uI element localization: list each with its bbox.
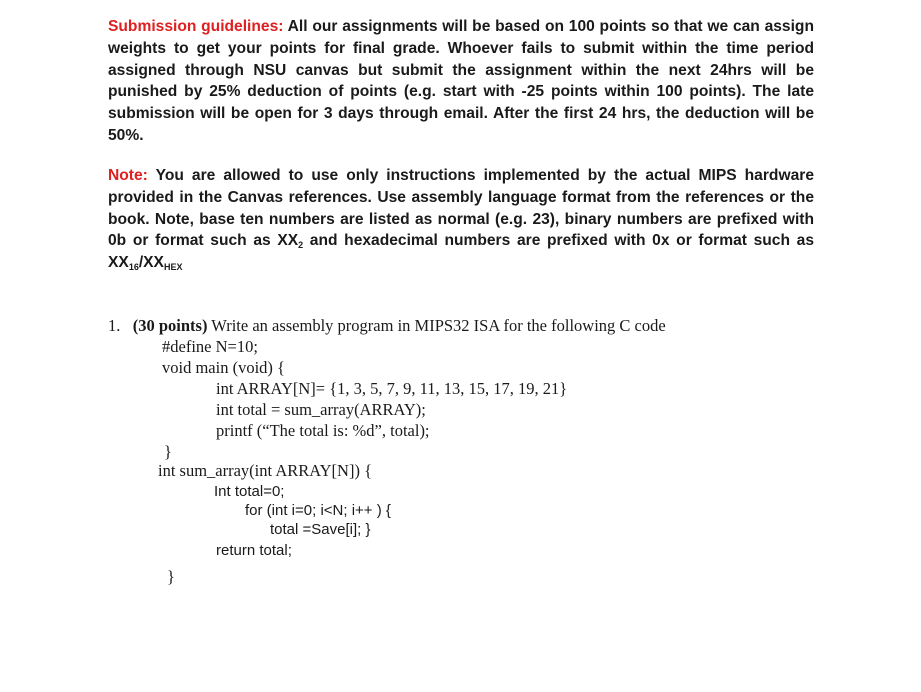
code-define: #define N=10; [162, 337, 258, 356]
code-function-signature: int sum_array(int ARRAY[N]) { [158, 461, 373, 480]
guidelines-label: Submission guidelines: [108, 18, 284, 35]
note-text-continued: and hexadecimal numbers are prefixed with 0x or format such as XX [108, 232, 814, 272]
note-text: You are allowed to use only instructions implemented by the actual MIPS hardware provided in the Canvas references. Use assembly language format from the references or the book. Note, base ten numbers are listed as normal (e.g. 23), binary numbers are prefixed with 0b or format such as XX [108, 167, 814, 250]
binary-subscript: 2 [298, 240, 304, 251]
code-printf: printf (“The total is: %d”, total); [216, 421, 430, 440]
question-prompt: Write an assembly program in MIPS32 ISA for the following C code [207, 316, 666, 335]
code-main-signature: void main (void) { [162, 358, 285, 377]
note-label: Note: [108, 167, 148, 184]
hex-subscript-hex: HEX [163, 262, 183, 273]
code-for-loop: for (int i=0; i<N; i++ ) { [245, 502, 391, 519]
question-number: 1. [108, 316, 121, 335]
code-function-close: } [167, 567, 175, 586]
code-return: return total; [216, 542, 292, 559]
code-array-declaration: int ARRAY[N]= {1, 3, 5, 7, 9, 11, 13, 15, 17, 19, 21} [216, 379, 568, 398]
question-points: (30 points) [132, 316, 208, 335]
submission-guidelines [108, 16, 814, 147]
code-total-init: Int total=0; [214, 483, 285, 500]
hex-subscript-16: 16 [128, 262, 139, 273]
code-total-call: int total = sum_array(ARRAY); [216, 400, 426, 419]
note-slash: /XX [138, 254, 164, 272]
question-line [108, 316, 666, 336]
note-paragraph [108, 165, 814, 274]
code-main-close: } [164, 442, 172, 461]
code-loop-body: total =Save[i]; } [270, 521, 371, 538]
guidelines-text: All our assignments will be based on 100 points so that we can assign weights to get your points for final grade. Whoever fails to submit within the time period assigned through NSU canvas but submit the assignment within the next 24hrs will be punished by 25% deduction of points (e.g. start with -25 points within 100 points). The late submission will be open for 3 days through email. After the first 24 hrs, the deduction will be 50%. [108, 18, 814, 144]
